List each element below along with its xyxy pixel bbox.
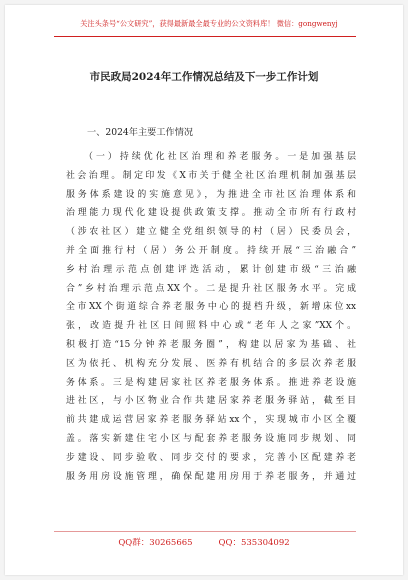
body-line: 步建设、同步验收、同步交付的要求，完善小区配建养老 xyxy=(66,452,356,463)
body-line: 合”乡村治理示范点XX个。二是提升社区服务水平。完成 xyxy=(66,283,356,294)
header-divider xyxy=(54,36,356,37)
body-line: 社会治理。制定印发《X市关于健全社区治理机制加强基层 xyxy=(66,170,356,181)
body-line: 积极打造“15分钟养老服务圈”，构建以居家为基础、社 xyxy=(66,339,356,350)
body-line: 区为依托、机构充分发展、医养有机结合的多层次养老服 xyxy=(66,358,356,369)
body-line: 治理能力现代化建设提供政策支撑。推动全市所有行政村 xyxy=(66,208,356,219)
body-line: 张，改造提升社区日间照料中心或“老年人之家”XX个。 xyxy=(66,321,356,332)
section-heading: 一、2024年主要工作情况 xyxy=(87,127,194,138)
body-line: （一）持续优化社区治理和养老服务。一是加强基层 xyxy=(84,152,356,162)
footer-divider xyxy=(54,531,356,532)
footer-contact xyxy=(0,536,408,548)
body-line: 并全面推行村（居）务公开制度。持续开展“三治融合” xyxy=(66,245,356,256)
body-line: 务体系。三是构建居家社区养老服务体系。推进养老设施 xyxy=(66,377,356,388)
body-line: 前共建成运营居家养老服务驿站xx个，实现城市小区全覆 xyxy=(66,415,356,426)
body-text xyxy=(66,148,356,486)
body-line: 服务用房设施管理，确保配建用房用于养老服务，并通过 xyxy=(66,471,356,482)
footer-qq: QQ：535304092 xyxy=(218,538,290,548)
document-title: 市民政局2024年工作情况总结及下一步工作计划 xyxy=(89,71,319,83)
body-line: 乡村治理示范点创建评选活动，累计创建市级“三治融 xyxy=(66,264,356,275)
footer-qq-group: QQ群：30265665 xyxy=(118,538,193,548)
body-line: 全市XX个街道综合养老服务中心的提档升级，新增床位xx xyxy=(66,302,356,313)
body-line: 进社区，与小区物业合作共建居家养老服务驿站，截至目 xyxy=(66,396,356,407)
body-line: 服务体系建设的实施意见》，为推进全市社区治理体系和 xyxy=(66,189,356,200)
body-line: 盖。落实新建住宅小区与配套养老服务设施同步规划、同 xyxy=(66,433,356,444)
body-line: （涉农社区）建立健全党组织领导的村（居）民委员会， xyxy=(66,227,356,238)
header-banner: 关注头条号“公文研究”，获得最新最全最专业的公文资料库！ 微信：gongwenyj xyxy=(80,19,338,28)
